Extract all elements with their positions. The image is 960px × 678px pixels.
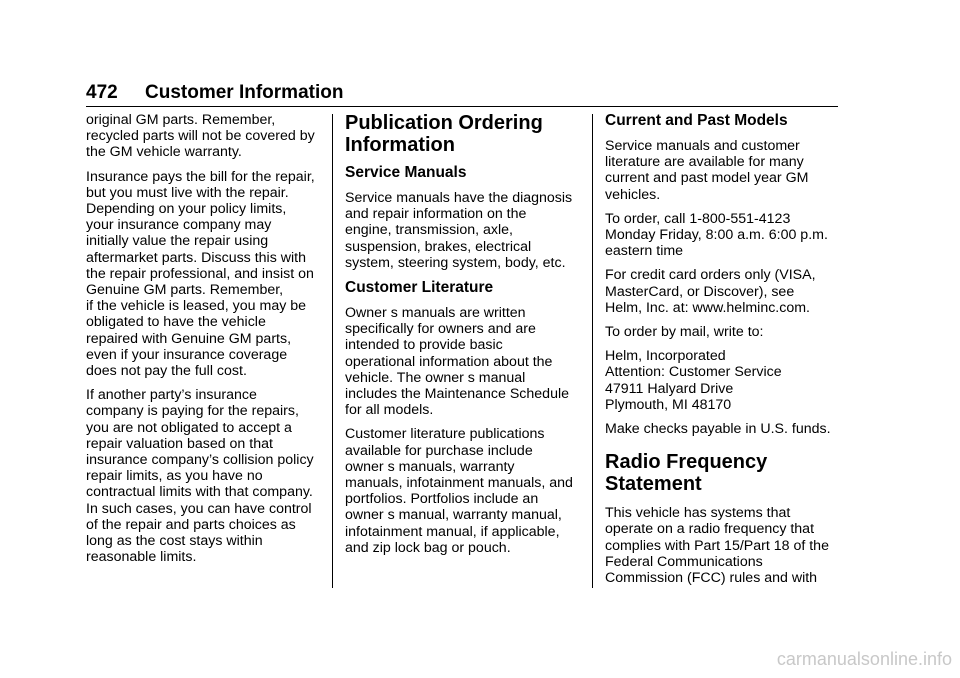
page-number: 472	[86, 82, 118, 103]
paragraph-literature-publications: Customer literature publications available for purchase include owner s manuals, warranty manuals, infotainment manuals, and portfolios. Portfolios include an owner s manual, warranty manual, infotainment manual, if applicable, and zip lock bag or pouch.	[345, 426, 573, 556]
paragraph-another-party: If another party’s insurance company is paying for the repairs, you are not obligated to accept a repair valuation based on that insurance company’s collision policy repair limits, as you have no contractual limits with that company. In such cases, you can have control of the repair and parts choices as long as the cost stays within reasonable limits.	[86, 387, 314, 566]
column-divider-1	[332, 114, 333, 588]
paragraph-service-manuals: Service manuals have the diagnosis and repair information on the engine, transmission, axle, suspension, brakes, electrical system, steering system, body, etc.	[345, 190, 573, 271]
section-title: Customer Information	[145, 82, 344, 103]
page-header	[86, 80, 838, 107]
column-divider-2	[592, 114, 593, 588]
column-1	[86, 112, 322, 573]
heading-customer-literature: Customer Literature	[345, 279, 494, 297]
paragraph-address: Helm, Incorporated Attention: Customer Service 47911 Halyard Drive Plymouth, MI 48170	[605, 348, 782, 413]
heading-current-past-models: Current and Past Models	[605, 112, 788, 129]
paragraph-radio-frequency: This vehicle has systems that operate on a radio frequency that complies with Part 15/Part 18 of the Federal Communications Commission (FCC) rules and with	[605, 505, 829, 587]
watermark-text: carmanualsonline.info	[776, 649, 952, 669]
paragraph-order-call: To order, call 1-800-551-4123 Monday Friday, 8:00 a.m. 6:00 p.m. eastern time	[605, 210, 828, 260]
column-2	[345, 112, 581, 564]
heading-publication-ordering: Publication Ordering Information	[345, 112, 543, 156]
paragraph-order-mail: To order by mail, write to:	[605, 324, 764, 341]
paragraph-owners-manuals: Owner s manuals are written specifically for owners and are intended to provide basic operational information about the vehicle. The owner s manual includes the Maintenance Schedule for all models.	[345, 305, 570, 419]
paragraph-credit-card: For credit card orders only (VISA, MasterCard, or Discover), see Helm, Inc. at: www.helminc.com.	[605, 267, 816, 316]
paragraph-checks: Make checks payable in U.S. funds.	[605, 421, 831, 438]
heading-service-manuals: Service Manuals	[345, 164, 467, 181]
paragraph-insurance-repair: Insurance pays the bill for the repair, but you must live with the repair. Depending on your policy limits, your insurance company may initially value the repair using aftermarket parts. Discuss this with the repair professional, and insist on Genuine GM parts. Remember, if the vehicle is leased, you may be obligated to have the vehicle repaired with Genuine GM parts, even if your insurance coverage does not pay the full cost.	[86, 168, 315, 380]
paragraph-recycled-parts: original GM parts. Remember, recycled parts will not be covered by the GM vehicle warranty.	[86, 112, 315, 161]
heading-radio-frequency: Radio Frequency Statement	[605, 451, 768, 496]
column-3	[605, 112, 841, 594]
paragraph-models: Service manuals and customer literature are available for many current and past model year GM vehicles.	[605, 138, 809, 203]
